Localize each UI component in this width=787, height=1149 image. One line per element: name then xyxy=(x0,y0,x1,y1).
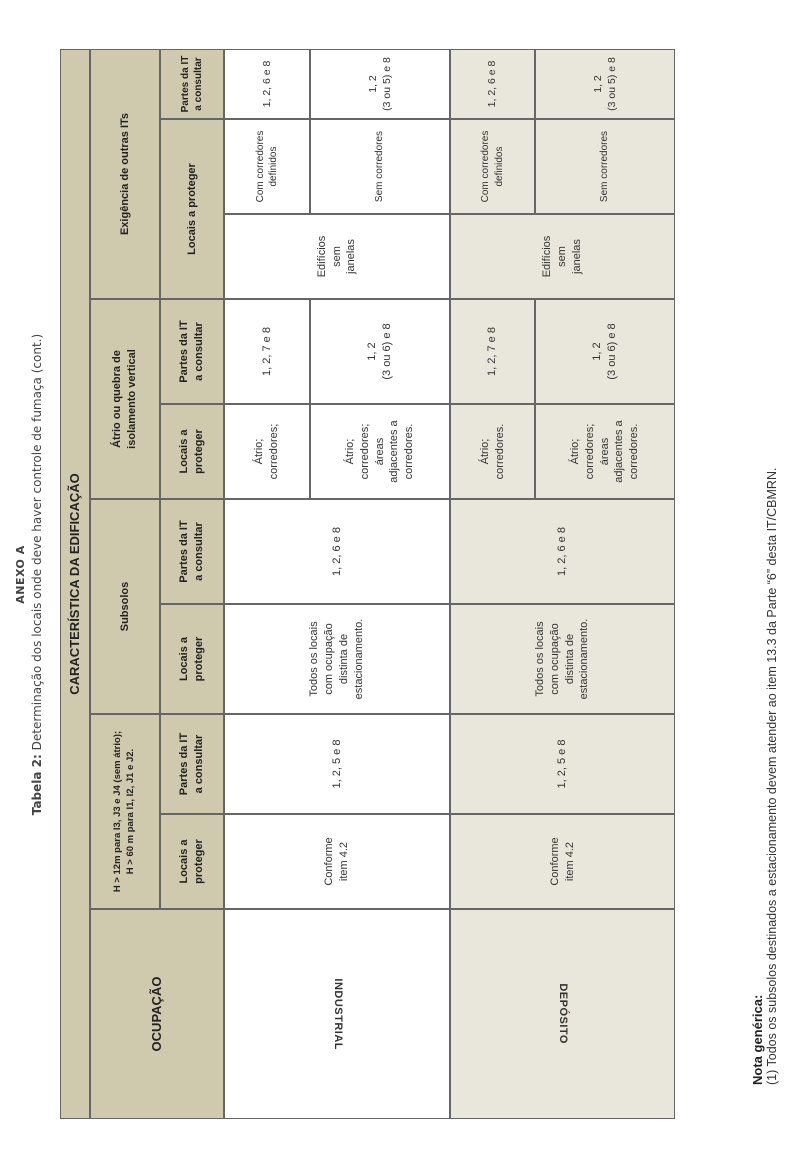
annex-title: ANEXO A xyxy=(14,545,27,604)
row-industrial-h-partes: 1, 2, 5 e 8 xyxy=(224,714,450,814)
subheader-sub-partes: Partes da IT a consultar xyxy=(160,499,224,604)
table-caption xyxy=(30,0,44,1149)
subheader-atrio-locais: Locais a proteger xyxy=(160,404,224,499)
row-deposito-atrio-partes-2: 1, 2 (3 ou 6) e 8 xyxy=(535,299,675,404)
row-deposito-ex-locais-2: Sem corredores xyxy=(535,119,675,214)
note-text: (1) Todos os subsolos destinados a estacionamento devem atender ao item 13.3 da Parte “6” desta IT/CBMRN. xyxy=(765,467,779,1085)
row-deposito-atrio-locais-2: Átrio; corredores; áreas adjacentes a corredores. xyxy=(535,404,675,499)
row-industrial-atrio-partes-2: 1, 2 (3 ou 6) e 8 xyxy=(310,299,450,404)
row-industrial-ex-locais-1: Com corredores definidos xyxy=(224,119,310,214)
row-deposito-h-partes: 1, 2, 5 e 8 xyxy=(450,714,675,814)
header-atrio: Átrio ou quebra de isolamento vertical xyxy=(90,299,160,499)
subheader-h-partes: Partes da IT a consultar xyxy=(160,714,224,814)
row-industrial-h-locais: Conforme item 4.2 xyxy=(224,814,450,909)
row-industrial-atrio-locais-1: Átrio; corredores; xyxy=(224,404,310,499)
header-grupo-h: H > 12m para I3, J3 e J4 (sem átrio); H > 60 m para I1, I2, J1 e J2. xyxy=(90,714,160,909)
subheader-atrio-partes: Partes da IT a consultar xyxy=(160,299,224,404)
row-deposito-ex-partes-1: 1, 2, 6 e 8 xyxy=(450,49,535,119)
row-deposito-edificios: Edifícios sem janelas xyxy=(450,214,675,299)
row-deposito-h-locais: Conforme item 4.2 xyxy=(450,814,675,909)
row-deposito-ex-partes-2: 1, 2 (3 ou 5) e 8 xyxy=(535,49,675,119)
ocupacao-label: DEPÓSITO xyxy=(556,983,569,1045)
row-industrial-sub-partes: 1, 2, 6 e 8 xyxy=(224,499,450,604)
subheader-ex-partes: Partes da IT a consultar xyxy=(160,49,224,119)
row-deposito-ex-locais-1: Com corredores definidos xyxy=(450,119,535,214)
row-industrial-atrio-locais-2: Átrio; corredores; áreas adjacentes a corredores. xyxy=(310,404,450,499)
row-deposito-sub-locais: Todos os locais com ocupação distinta de estacionamento. xyxy=(450,604,675,714)
row-industrial-sub-locais: Todos os locais com ocupação distinta de estacionamento. xyxy=(224,604,450,714)
row-deposito-sub-partes: 1, 2, 6 e 8 xyxy=(450,499,675,604)
header-subsolos: Subsolos xyxy=(90,499,160,714)
row-deposito-atrio-locais-1: Átrio; corredores. xyxy=(450,404,535,499)
row-deposito-ocupacao xyxy=(450,909,675,1119)
header-exigencia: Exigência de outras ITs xyxy=(90,49,160,299)
row-industrial-atrio-partes-1: 1, 2, 7 e 8 xyxy=(224,299,310,404)
subheader-h-locais: Locais a proteger xyxy=(160,814,224,909)
subheader-ex-locais: Locais a proteger xyxy=(160,119,224,299)
row-industrial-ex-locais-2: Sem corredores xyxy=(310,119,450,214)
ocupacao-label: INDUSTRIAL xyxy=(331,978,344,1050)
header-ocupacao: OCUPAÇÃO xyxy=(90,909,224,1119)
row-deposito-atrio-partes-1: 1, 2, 7 e 8 xyxy=(450,299,535,404)
note-title: Nota genérica: xyxy=(750,994,765,1085)
subheader-sub-locais: Locais a proteger xyxy=(160,604,224,714)
caption-label: Tabela 2: xyxy=(30,754,44,816)
row-industrial-edificios: Edifícios sem janelas xyxy=(224,214,450,299)
caption-text: Determinação dos locais onde deve haver controle de fumaça (cont.) xyxy=(30,333,44,751)
row-industrial-ex-partes-2: 1, 2 (3 ou 5) e 8 xyxy=(310,49,450,119)
row-industrial-ex-partes-1: 1, 2, 6 e 8 xyxy=(224,49,310,119)
row-industrial-ocupacao xyxy=(224,909,450,1119)
header-caracteristica: CARACTERÍSTICA DA EDIFICAÇÃO xyxy=(60,49,90,1119)
